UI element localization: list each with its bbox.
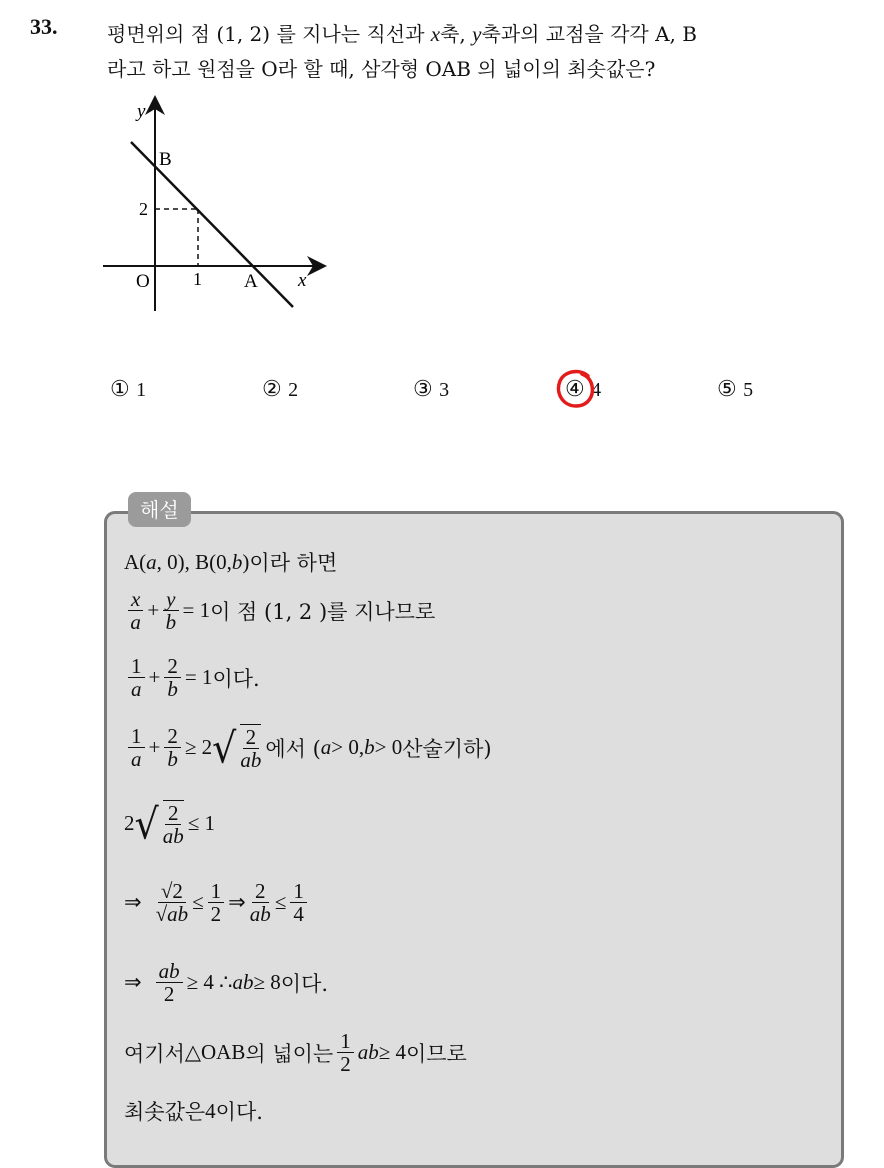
choice-3[interactable]: ③ 3 [413, 377, 450, 402]
choice-1[interactable]: ① 1 [110, 377, 147, 402]
choice-2[interactable]: ② 2 [262, 377, 299, 402]
choice-5[interactable]: ⑤ 5 [717, 377, 754, 402]
answer-mark-circle [555, 368, 597, 410]
label-a: A [244, 271, 258, 292]
label-b: B [159, 149, 172, 170]
solution-line-1: A( a , 0), B(0, b ) 이라 하면 [124, 549, 338, 575]
solution-line-4: 1 a + $\frac{2}{b}$ ≥ 2 √ 2 ab 에서 ( a > 0, b > 0 산술기하) [124, 724, 492, 771]
solution-line-6: ⇒ $\frac{√2}{√ab}$ ≤ $\frac{1}{2}$ ⇒ $\frac{2}{ab}$ ≤ $\frac{1}{4}$ [124, 880, 311, 925]
tick-x-1: 1 [193, 269, 202, 289]
solution-line-5: 2 √ 2 ab ≤ 1 [124, 799, 215, 849]
question-text-line1: 평면위의 점 (1, 2) 를 지나는 직선과 x축, y축과의 교점을 각각 A, B [107, 22, 697, 46]
question-number: 33. [30, 14, 58, 39]
y-axis-label: y [137, 101, 146, 122]
solution-line-2: x a + $\frac{y}{b}$ = 1 이 점 (1, 2 )를 지나므로 [124, 588, 435, 633]
solution-line-9: 최솟값은 4 이다. [124, 1098, 263, 1124]
solution-line-7: ⇒ $\frac{ab}{2}$ ≥ 4 ∴ ab ≥ 8 이다. [124, 959, 329, 1007]
x-axis-label: x [298, 270, 307, 291]
tick-y-2: 2 [139, 199, 148, 219]
label-o: O [136, 271, 150, 292]
question-text-line2: 라고 하고 원점을 O라 할 때, 삼각형 OAB 의 넓이의 최솟값은? [107, 57, 656, 81]
choice-4[interactable]: ④ 4 [565, 377, 602, 402]
solution-tag: 해설 [128, 492, 191, 527]
solution-line-3: 1 a + $\frac{2}{b}$ = 1 이다. [124, 655, 260, 700]
solution-line-8: 여기서 △OAB 의 넓이는 1 2 ab ≥ 4 이므로 [124, 1029, 467, 1077]
coordinate-graph [95, 95, 335, 315]
